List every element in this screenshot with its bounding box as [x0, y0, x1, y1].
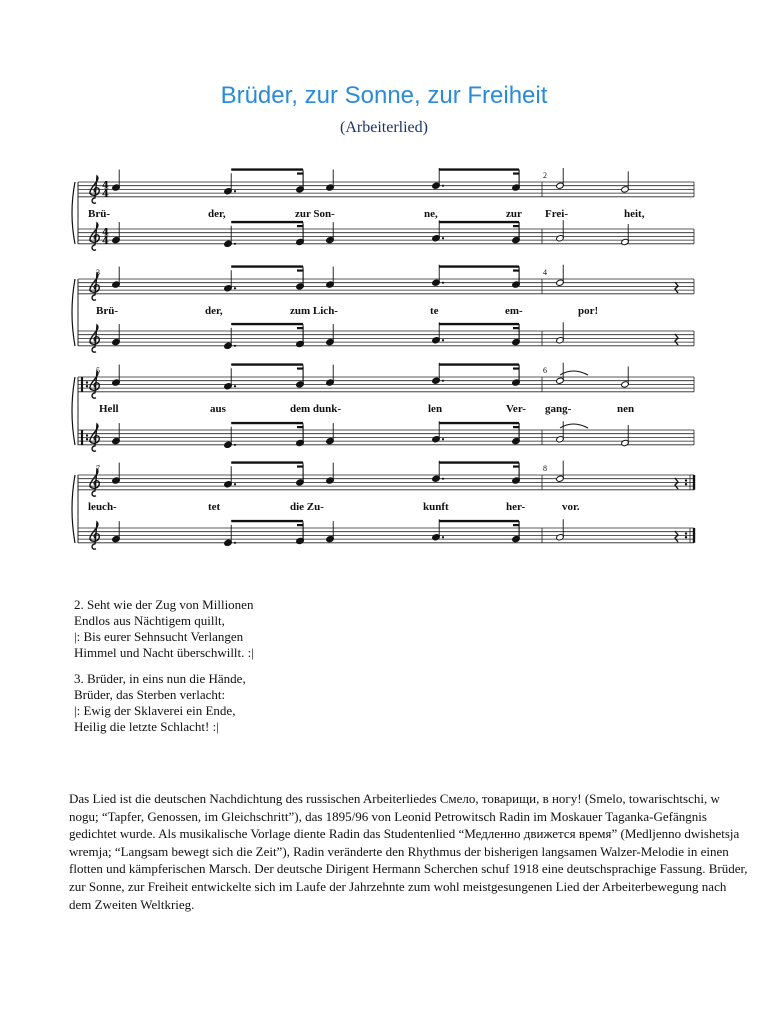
repeat-dot [685, 536, 687, 538]
slur [560, 424, 588, 428]
lyric-syllable: nen [617, 402, 635, 415]
verse-line: Heilig die letzte Schlacht! :| [74, 719, 219, 734]
dot [442, 339, 444, 341]
history-paragraph: Das Lied ist die deutschen Nachdichtung des russischen Arbeiterliedes Смело, товарищи, в ногу! (Smelo, towarischtschi, w nogu; “Tapfer, Genossen, im Gleichschritt”), das 1895/96 von Leonid Petrowitsch Radin im Moskauer Taganka-Gefängnis gedichtet wurde. Als musikalische Vorlage diente Radin das Studentenlied “Медленно движется время” (Medljenno dwishetsja wremja; “Langsam bewegt sich die Zeit”), Radin veränderte den Rhythmus der bisherigen langsamen Walzer-Melodie in einen flotten und kämpferischen Marsch. Der deutsche Dirigent Hermann Scherchen schuf 1918 eine deutschsprachige Fassung. Brüder, zur Sonne, zur Freiheit entwickelte sich im Laufe der Jahrzehnte zum wohl meistgesungenen Lied der Arbeiterbewegung nach dem Zweiten Weltkrieg. [69, 791, 748, 912]
lyric-syllable: tet [208, 500, 221, 513]
repeat-dot [86, 438, 88, 440]
repeat-dot [685, 483, 687, 485]
verse-line: 3. Brüder, in eins nun die Hände, [74, 671, 246, 686]
measure-number: 3 [96, 268, 100, 277]
slur [560, 371, 588, 375]
lyric-syllable: te [430, 304, 439, 317]
time-signature-denominator: 4 [102, 188, 109, 200]
lyric-syllable: her- [506, 500, 526, 513]
system-brace [72, 182, 75, 244]
lyric-syllable: leuch- [88, 500, 117, 513]
verse-line: 2. Seht wie der Zug von Millionen [74, 597, 254, 612]
dot [234, 287, 236, 289]
time-signature-numerator: 4 [102, 227, 109, 239]
lyric-syllable: zur [506, 207, 522, 220]
system-brace [72, 377, 75, 445]
dot [234, 345, 236, 347]
repeat-dot [86, 385, 88, 387]
verse-line: Himmel und Nacht überschwillt. :| [74, 645, 254, 660]
lyric-syllable: ne, [424, 207, 438, 220]
lyric-syllable: gang- [545, 402, 572, 415]
verse-2 [74, 597, 254, 661]
lyric-syllable: heit, [624, 207, 645, 220]
lyric-syllable: der, [205, 304, 223, 317]
time-signature-numerator: 4 [102, 180, 109, 192]
dot [442, 380, 444, 382]
lyric-syllable: kunft [423, 500, 449, 513]
lyric-syllable: Brü- [96, 304, 118, 317]
dot [442, 478, 444, 480]
quarter-rest-icon [675, 334, 678, 345]
dot [442, 237, 444, 239]
dot [234, 542, 236, 544]
measure-number: 2 [543, 171, 547, 180]
system-brace [72, 279, 75, 346]
verse-line: |: Ewig der Sklaverei ein Ende, [74, 703, 236, 718]
verse-line: Brüder, das Sterben verlacht: [74, 687, 226, 702]
lyric-syllable: dem dunk- [290, 402, 342, 415]
repeat-dot [86, 381, 88, 383]
dot [442, 536, 444, 538]
quarter-rest-icon [675, 478, 678, 489]
repeat-dot [685, 532, 687, 534]
lyric-syllable: Frei- [545, 207, 569, 220]
measure-number: 6 [543, 366, 547, 375]
dot [442, 438, 444, 440]
quarter-rest-icon [675, 282, 678, 293]
dot [442, 185, 444, 187]
dot [234, 190, 236, 192]
dot [234, 243, 236, 245]
quarter-rest-icon [675, 531, 678, 542]
lyric-syllable: len [428, 402, 443, 415]
lyric-syllable: die Zu- [290, 500, 324, 513]
lyric-syllable: zum Lich- [290, 304, 338, 317]
dot [442, 282, 444, 284]
lyric-syllable: zur Son- [295, 207, 335, 220]
song-subtitle: (Arbeiterlied) [340, 119, 428, 136]
verse-line: |: Bis eurer Sehnsucht Verlangen [74, 629, 244, 644]
lyric-syllable: der, [208, 207, 226, 220]
verse-3 [74, 671, 246, 735]
measure-number: 5 [96, 366, 100, 375]
dot [234, 444, 236, 446]
measure-number: 4 [543, 268, 547, 277]
lyric-syllable: Hell [99, 402, 119, 415]
repeat-dot [86, 434, 88, 436]
lyric-syllable: Brü- [88, 207, 110, 220]
lyric-syllable: em- [505, 304, 523, 317]
time-signature-denominator: 4 [102, 235, 109, 247]
dot [234, 385, 236, 387]
lyric-syllable: aus [210, 402, 226, 415]
system-brace [72, 475, 75, 543]
dot [234, 483, 236, 485]
measure-number: 8 [543, 464, 547, 473]
verse-line: Endlos aus Nächtigem quillt, [74, 613, 225, 628]
measure-number: 7 [96, 464, 100, 473]
lyric-syllable: Ver- [506, 402, 526, 415]
music-score [0, 168, 768, 578]
repeat-dot [685, 479, 687, 481]
song-title: Brüder, zur Sonne, zur Freiheit [220, 82, 548, 109]
lyric-syllable: por! [578, 304, 599, 317]
lyric-syllable: vor. [562, 500, 580, 513]
